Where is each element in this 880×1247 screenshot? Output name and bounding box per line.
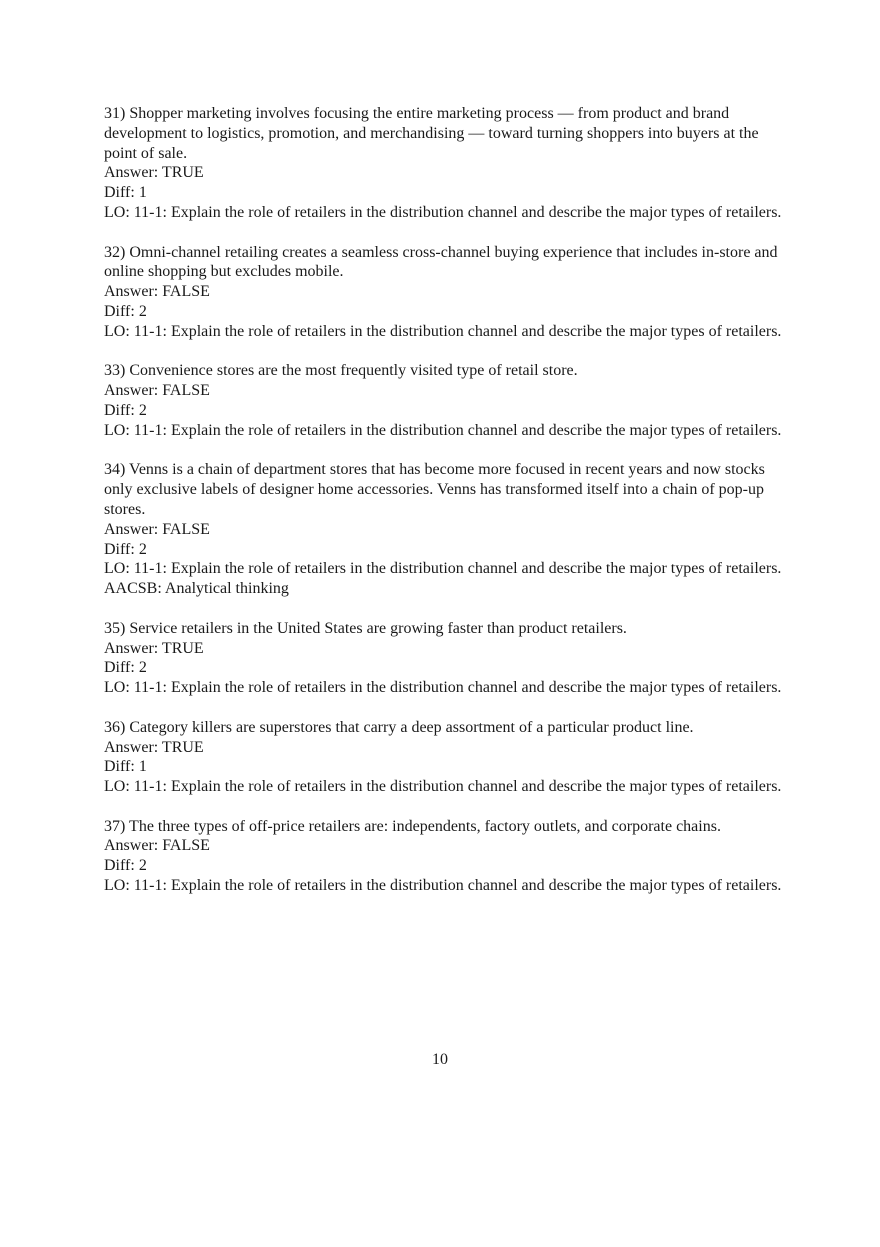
difficulty-line: Diff: 2 [104, 540, 147, 558]
learning-objective-line: LO: 11-1: Explain the role of retailers in the distribution channel and describe the major types of retailers. [104, 560, 782, 578]
question-text: 37) The three types of off-price retailers are: independents, factory outlets, and corporate chains. [104, 817, 721, 835]
question-block-31 [104, 104, 784, 223]
learning-objective-line: LO: 11-1: Explain the role of retailers in the distribution channel and describe the major types of retailers. [104, 679, 782, 697]
difficulty-line: Diff: 1 [104, 184, 147, 202]
question-block-36 [104, 718, 784, 797]
page-number: 10 [432, 1051, 448, 1068]
question-block-34 [104, 460, 784, 599]
difficulty-line: Diff: 2 [104, 857, 147, 875]
learning-objective-line: LO: 11-1: Explain the role of retailers in the distribution channel and describe the major types of retailers. [104, 778, 782, 796]
answer-line: Answer: TRUE [104, 639, 204, 657]
learning-objective-line: LO: 11-1: Explain the role of retailers in the distribution channel and describe the major types of retailers. [104, 421, 782, 439]
question-text: 35) Service retailers in the United States are growing faster than product retailers. [104, 619, 627, 637]
question-block-32 [104, 243, 784, 342]
question-block-33 [104, 361, 784, 440]
learning-objective-line: LO: 11-1: Explain the role of retailers in the distribution channel and describe the major types of retailers. [104, 322, 782, 340]
answer-line: Answer: FALSE [104, 520, 210, 538]
learning-objective-line: LO: 11-1: Explain the role of retailers in the distribution channel and describe the major types of retailers. [104, 203, 782, 221]
difficulty-line: Diff: 2 [104, 659, 147, 677]
answer-line: Answer: FALSE [104, 283, 210, 301]
question-text: 36) Category killers are superstores that carry a deep assortment of a particular product line. [104, 718, 694, 736]
question-text: 32) Omni-channel retailing creates a seamless cross-channel buying experience that includes in-store and online shopping but excludes mobile. [104, 243, 778, 281]
answer-line: Answer: TRUE [104, 738, 204, 756]
aacsb-line: AACSB: Analytical thinking [104, 580, 289, 598]
question-block-37 [104, 817, 784, 896]
question-text: 33) Convenience stores are the most frequently visited type of retail store. [104, 362, 578, 380]
learning-objective-line: LO: 11-1: Explain the role of retailers in the distribution channel and describe the major types of retailers. [104, 877, 782, 895]
difficulty-line: Diff: 1 [104, 758, 147, 776]
question-text: 31) Shopper marketing involves focusing the entire marketing process — from product and brand development to logistics, promotion, and merchandising — toward turning shoppers into buyers at the point of sale. [104, 105, 759, 162]
question-block-35 [104, 619, 784, 698]
document-page [104, 104, 784, 916]
answer-line: Answer: FALSE [104, 382, 210, 400]
answer-line: Answer: TRUE [104, 164, 204, 182]
question-text: 34) Venns is a chain of department stores that has become more focused in recent years and now stocks only exclusive labels of designer home accessories. Venns has transformed itself into a chain of pop-up stores. [104, 461, 765, 518]
answer-line: Answer: FALSE [104, 837, 210, 855]
difficulty-line: Diff: 2 [104, 302, 147, 320]
difficulty-line: Diff: 2 [104, 401, 147, 419]
